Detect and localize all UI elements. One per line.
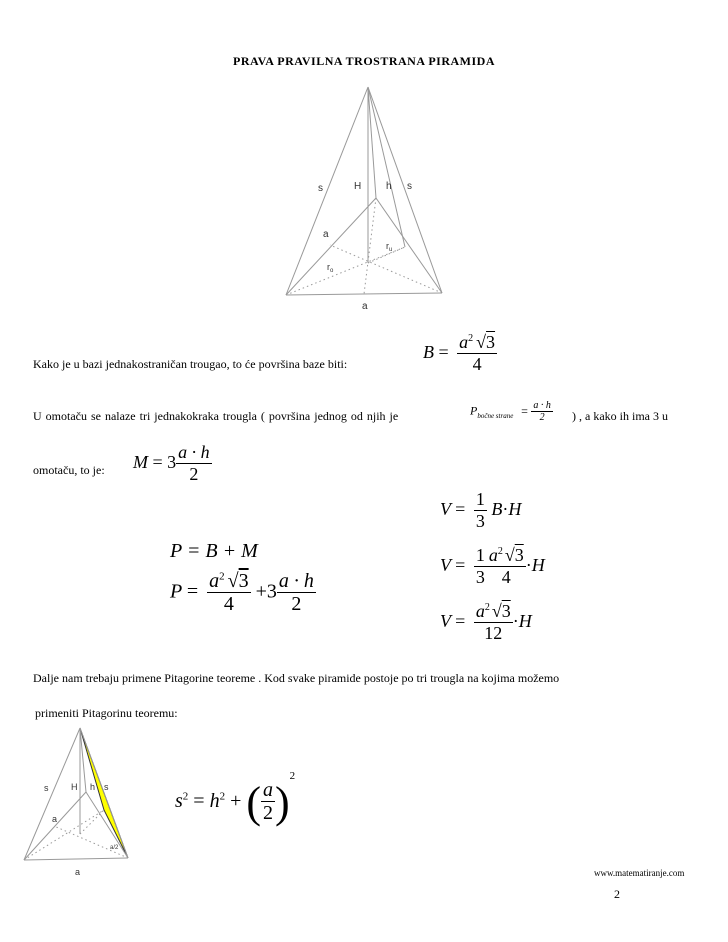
lateral-sentence-part2: ) , a kako ih ima 3 u	[572, 409, 668, 423]
formula-V3: V = $\frac{a^2 √3}{12}$ ·H	[440, 601, 532, 643]
label-r-o: $r_o$	[327, 262, 334, 274]
label-s-right: s	[104, 782, 109, 792]
label-a-half: a/2	[110, 845, 119, 851]
label-a-bottom: a	[75, 867, 81, 877]
label-h: h	[386, 181, 392, 192]
formula-V2: V = $\frac{1}{3}$ $\frac{a^2 √3}{4}$ ·H	[440, 545, 545, 587]
label-H: H	[354, 181, 362, 192]
lateral-sentence-part1: U omotaču se nalaze tri jednakokraka trougla ( površina jednog od njih je	[33, 409, 399, 423]
formula-P-side: $P_{bočne strane}$ = $\frac{a \cdot h}{2}$	[470, 400, 551, 423]
formula-M: M = 3 $\frac{a \cdot h}{2}$	[133, 442, 210, 484]
page-title: PRAVA PRAVILNA TROSTRANA PIRAMIDA	[233, 54, 495, 68]
label-a-bottom: a	[362, 301, 368, 312]
label-a-mid: a	[52, 814, 58, 824]
formula-pythagoras: $s^2 = h^2$ + ( $\frac{a}{2}$ )$^2$	[175, 770, 296, 827]
label-H: H	[71, 782, 78, 792]
pyramid-diagram	[280, 85, 450, 315]
label-h: h	[90, 782, 96, 792]
formula-P-sum: P = B + M	[170, 540, 258, 562]
label-s-right: s	[407, 181, 412, 192]
label-a-mid: a	[323, 229, 329, 240]
base-front	[286, 293, 442, 295]
label-r-u: $r_u$	[386, 241, 393, 253]
pyramid-highlight-diagram	[20, 722, 150, 882]
formula-V1: V = $\frac{1}{3}$ B·H	[440, 489, 522, 531]
label-s-left: s	[318, 183, 323, 194]
pythagoras-line-2: primeniti Pitagorinu teoremu:	[35, 706, 178, 720]
website-footer: www.matematiranje.com	[594, 868, 685, 878]
edge-right	[368, 87, 442, 293]
page-number: 2	[614, 887, 620, 901]
formula-B: B = $\frac{a^2 √3}{4}$	[423, 332, 496, 374]
base-sentence: Kako je u bazi jednakostraničan trougao, to će površina baze biti:	[33, 357, 348, 371]
pythagoras-line-1: Dalje nam trebaju primene Pitagorine teoreme . Kod svake piramide postoje po tri trougla na kojima možemo	[33, 671, 560, 685]
base-left	[286, 198, 376, 295]
label-s-left: s	[44, 783, 49, 793]
lateral-sentence-part3: omotaču, to je:	[33, 463, 105, 477]
formula-P-full: P = $\frac{a^2 √3}{4}$ +3 $\frac{a \cdot h}{2}$	[170, 570, 314, 615]
